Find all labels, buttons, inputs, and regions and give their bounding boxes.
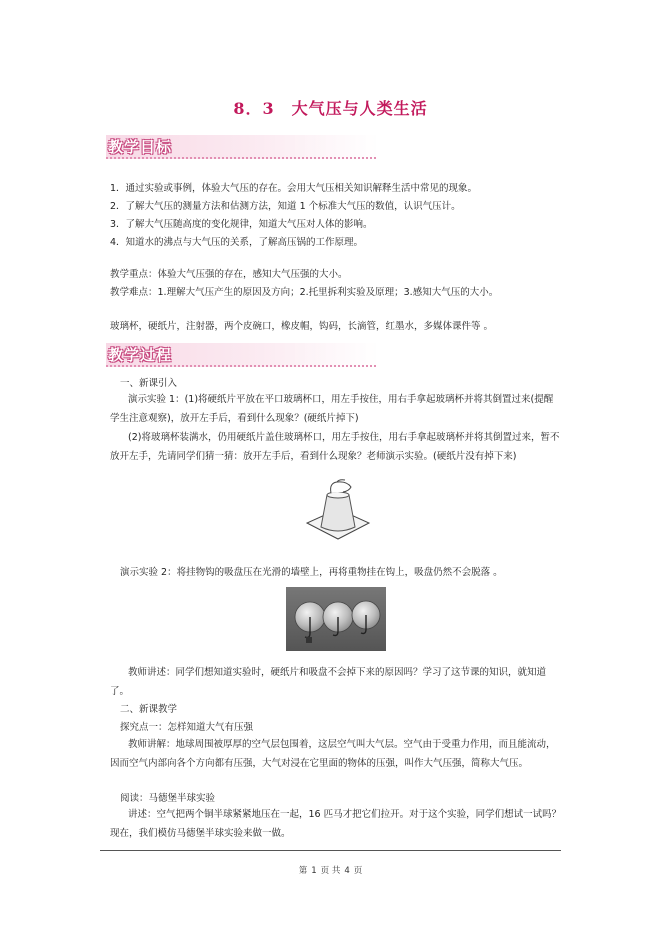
- goal-item-2: 2．了解大气压的测量方法和估测方法，知道 1 个标准大气压的数值，认识气压计。: [110, 201, 461, 212]
- footer-suffix: 页: [353, 866, 363, 876]
- demo1b-paragraph: (2)将玻璃杯装满水，仍用硬纸片盖住玻璃杯口，用左手按住，用右手拿起玻璃杯并将其倒置过来，暂不放开左手，先请同学们猜一猜：放开左手后，看到什么现象？老师演示实验。(硬纸片没有掉下来): [110, 432, 560, 462]
- explore-point-1: 探究点一：怎样知道大气有压强: [120, 722, 254, 733]
- page-title: 8．3 大气压与人类生活: [233, 99, 428, 118]
- paper-cup-figure: [303, 479, 373, 543]
- suction-cup-figure: [286, 587, 386, 651]
- section-heading-process: 教学过程: [108, 346, 173, 364]
- footer-prefix: 第: [298, 866, 308, 876]
- footer-page-number: 1: [311, 866, 317, 876]
- difficulty: 教学难点：1.理解大气压产生的原因及方向；2.托里拆利实验及原理；3.感知大气压的大小。: [110, 287, 499, 298]
- page-footer: [0, 864, 661, 876]
- section-banner-process: [106, 343, 376, 367]
- materials: 玻璃杯，硬纸片，注射器，两个皮碗口，橡皮帽，钩码，长滴管，红墨水，多媒体课件等 。: [110, 321, 494, 332]
- key-point: 教学重点：体验大气压强的存在，感知大气压强的大小。: [110, 269, 348, 280]
- teacher-talk-paragraph: 教师讲述：同学们想知道实验时，硬纸片和吸盘不会掉下来的原因吗？学习了这节课的知识，就知道了。: [110, 667, 547, 697]
- part1-heading: 一、新课引入: [120, 378, 178, 389]
- section-banner-goals: [106, 135, 376, 159]
- lecture-paragraph: 讲述：空气把两个铜半球紧紧地压在一起，16 匹马才把它们拉开。对于这个实验，同学们想试一试吗？现在，我们模仿马德堡半球实验来做一做。: [110, 809, 562, 839]
- goal-item-1: 1．通过实验或事例，体验大气压的存在。会用大气压相关知识解释生活中常见的现象。: [110, 183, 478, 194]
- explain-paragraph: 教师讲解：地球周围被厚厚的空气层包围着，这层空气叫大气层。空气由于受重力作用，而且能流动，因而空气内部向各个方向都有压强，大气对浸在它里面的物体的压强，叫作大气压强，简称大气压。: [110, 739, 556, 769]
- footer-total-pages: 4: [344, 866, 350, 876]
- demo1-paragraph: 演示实验 1：(1)将硬纸片平放在平口玻璃杯口，用左手按住，用右手拿起玻璃杯并将其倒置过来(提醒学生注意观察)，放开左手后，看到什么现象？(硬纸片掉下): [110, 394, 554, 424]
- section-heading-goals: 教学目标: [108, 138, 173, 156]
- goal-item-4: 4．知道水的沸点与大气压的关系，了解高压锅的工作原理。: [110, 237, 364, 248]
- footer-middle: 页 共: [320, 866, 341, 876]
- footer-rule: [100, 850, 561, 851]
- demo2-paragraph: 演示实验 2：将挂物钩的吸盘压在光滑的墙壁上，再将重物挂在钩上，吸盘仍然不会脱落 。: [120, 567, 503, 578]
- goal-item-3: 3．了解大气压随高度的变化规律，知道大气压对人体的影响。: [110, 219, 373, 230]
- reading-line: 阅读：马德堡半球实验: [120, 793, 216, 804]
- part2-heading: 二、新课教学: [120, 704, 178, 715]
